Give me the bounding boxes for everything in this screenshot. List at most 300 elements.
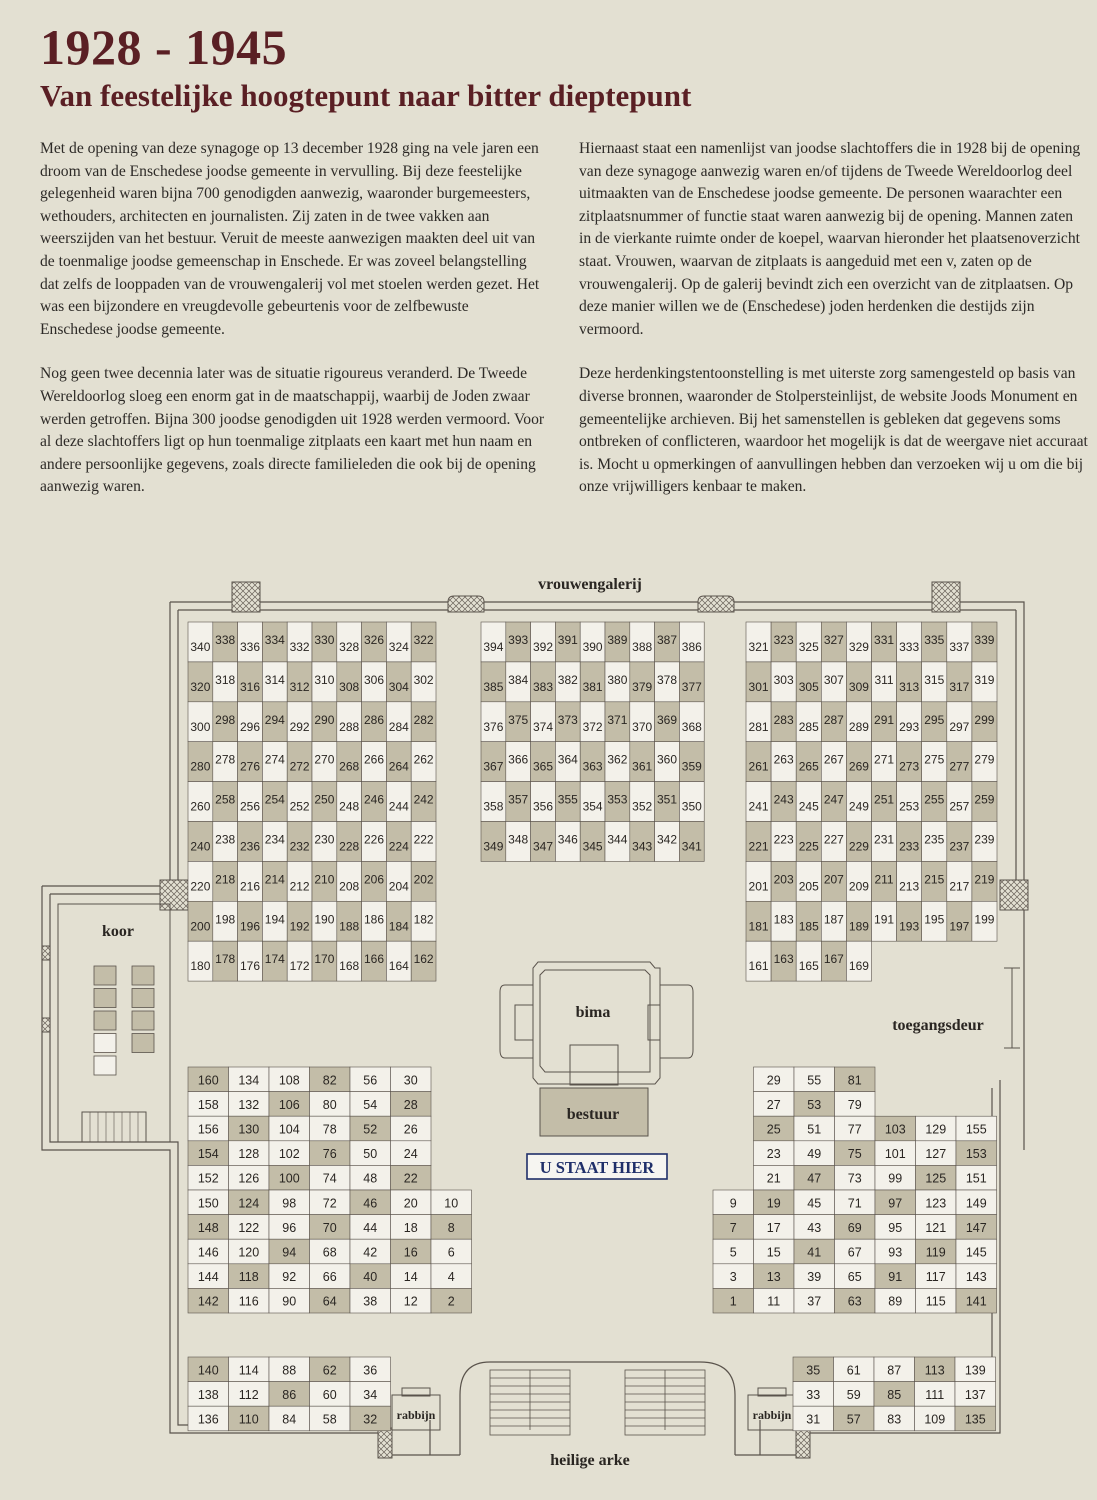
svg-text:71: 71 bbox=[847, 1196, 862, 1211]
seat-106 bbox=[269, 1092, 310, 1117]
label-bestuur: bestuur bbox=[566, 1106, 620, 1123]
svg-text:373: 373 bbox=[557, 712, 578, 727]
svg-text:94: 94 bbox=[282, 1245, 297, 1260]
seat-326 bbox=[362, 622, 387, 662]
svg-text:163: 163 bbox=[773, 952, 794, 967]
seat-358 bbox=[481, 782, 506, 822]
seat-344 bbox=[605, 822, 630, 862]
svg-text:140: 140 bbox=[197, 1363, 219, 1378]
seat-8 bbox=[431, 1215, 472, 1240]
svg-text:122: 122 bbox=[238, 1220, 260, 1235]
seat-6 bbox=[431, 1239, 472, 1264]
seat-140 bbox=[188, 1357, 229, 1382]
svg-text:15: 15 bbox=[766, 1245, 781, 1260]
seat-29 bbox=[754, 1067, 795, 1092]
svg-text:118: 118 bbox=[238, 1270, 259, 1285]
seat-144 bbox=[188, 1264, 229, 1289]
seat-78 bbox=[310, 1116, 351, 1141]
seat-137 bbox=[955, 1382, 996, 1407]
seat-372 bbox=[580, 702, 605, 742]
seat-53 bbox=[794, 1092, 835, 1117]
seat-285 bbox=[796, 702, 821, 742]
svg-text:217: 217 bbox=[949, 879, 970, 894]
seat-138 bbox=[188, 1382, 229, 1407]
svg-text:225: 225 bbox=[798, 839, 819, 854]
svg-text:145: 145 bbox=[965, 1245, 987, 1260]
svg-text:92: 92 bbox=[282, 1270, 297, 1285]
svg-text:16: 16 bbox=[403, 1245, 418, 1260]
svg-text:356: 356 bbox=[532, 799, 554, 814]
seat-268 bbox=[337, 742, 362, 782]
svg-text:185: 185 bbox=[798, 919, 819, 934]
seat-213 bbox=[897, 861, 922, 901]
seat-198 bbox=[213, 901, 238, 941]
seat-147 bbox=[956, 1215, 997, 1240]
svg-text:240: 240 bbox=[190, 839, 211, 854]
seat-279 bbox=[972, 742, 997, 782]
seat-238 bbox=[213, 822, 238, 862]
svg-text:214: 214 bbox=[264, 872, 285, 887]
seat-254 bbox=[262, 782, 287, 822]
seat-375 bbox=[506, 702, 531, 742]
svg-text:233: 233 bbox=[899, 839, 920, 854]
svg-text:311: 311 bbox=[874, 672, 894, 687]
svg-text:130: 130 bbox=[238, 1122, 260, 1137]
seat-307 bbox=[821, 662, 846, 702]
seat-273 bbox=[897, 742, 922, 782]
seat-108 bbox=[269, 1067, 310, 1092]
svg-text:142: 142 bbox=[197, 1294, 219, 1309]
seat-244 bbox=[386, 782, 411, 822]
you-are-here-marker bbox=[527, 1154, 667, 1179]
seat-239 bbox=[972, 822, 997, 862]
seat-259 bbox=[972, 782, 997, 822]
svg-text:7: 7 bbox=[729, 1220, 737, 1235]
svg-text:191: 191 bbox=[874, 912, 895, 927]
svg-text:110: 110 bbox=[238, 1412, 259, 1427]
seat-196 bbox=[238, 901, 263, 941]
svg-text:394: 394 bbox=[483, 640, 504, 654]
seat-207 bbox=[821, 861, 846, 901]
seat-81 bbox=[835, 1067, 876, 1092]
seat-33 bbox=[793, 1382, 834, 1407]
seat-243 bbox=[771, 782, 796, 822]
seat-391 bbox=[555, 622, 580, 662]
svg-text:287: 287 bbox=[823, 712, 844, 727]
svg-text:318: 318 bbox=[215, 672, 236, 687]
svg-text:143: 143 bbox=[965, 1270, 987, 1285]
svg-text:338: 338 bbox=[215, 633, 236, 647]
svg-text:327: 327 bbox=[823, 633, 844, 647]
svg-text:295: 295 bbox=[924, 712, 945, 727]
svg-text:170: 170 bbox=[314, 952, 335, 967]
seat-27 bbox=[754, 1092, 795, 1117]
seat-80 bbox=[310, 1092, 351, 1117]
svg-text:270: 270 bbox=[314, 752, 335, 767]
svg-text:296: 296 bbox=[239, 719, 261, 734]
svg-text:194: 194 bbox=[264, 912, 285, 927]
svg-text:124: 124 bbox=[238, 1196, 260, 1211]
seat-342 bbox=[655, 822, 680, 862]
seat-97 bbox=[875, 1190, 916, 1215]
seat-392 bbox=[531, 622, 556, 662]
seat-149 bbox=[956, 1190, 997, 1215]
bima bbox=[500, 962, 693, 1085]
seat-277 bbox=[947, 742, 972, 782]
seat-165 bbox=[796, 941, 821, 981]
svg-text:257: 257 bbox=[949, 799, 970, 814]
svg-text:346: 346 bbox=[557, 832, 578, 847]
svg-text:17: 17 bbox=[766, 1220, 781, 1235]
svg-text:319: 319 bbox=[974, 672, 995, 687]
svg-text:164: 164 bbox=[388, 959, 409, 974]
svg-text:64: 64 bbox=[322, 1294, 337, 1309]
svg-text:37: 37 bbox=[807, 1294, 822, 1309]
svg-text:68: 68 bbox=[322, 1245, 337, 1260]
svg-text:96: 96 bbox=[282, 1220, 297, 1235]
seat-376 bbox=[481, 702, 506, 742]
seat-369 bbox=[655, 702, 680, 742]
seat-249 bbox=[846, 782, 871, 822]
seat-252 bbox=[287, 782, 312, 822]
seat-194 bbox=[262, 901, 287, 941]
seat-92 bbox=[269, 1264, 310, 1289]
svg-text:2: 2 bbox=[447, 1294, 455, 1309]
svg-text:216: 216 bbox=[239, 879, 261, 894]
svg-text:250: 250 bbox=[314, 792, 335, 807]
seat-28 bbox=[391, 1092, 432, 1117]
svg-text:238: 238 bbox=[215, 832, 236, 847]
svg-text:18: 18 bbox=[403, 1220, 418, 1235]
seat-263 bbox=[771, 742, 796, 782]
svg-text:28: 28 bbox=[403, 1097, 418, 1112]
seat-190 bbox=[312, 901, 337, 941]
svg-text:95: 95 bbox=[888, 1220, 903, 1235]
seat-115 bbox=[916, 1288, 957, 1313]
seat-87 bbox=[874, 1357, 915, 1382]
seat-233 bbox=[897, 822, 922, 862]
seat-38 bbox=[350, 1288, 391, 1313]
seat-351 bbox=[655, 782, 680, 822]
svg-text:388: 388 bbox=[632, 640, 653, 654]
svg-text:147: 147 bbox=[965, 1220, 987, 1235]
svg-text:308: 308 bbox=[339, 679, 360, 694]
svg-text:382: 382 bbox=[557, 672, 578, 687]
seat-214 bbox=[262, 861, 287, 901]
svg-text:56: 56 bbox=[363, 1073, 378, 1088]
svg-text:3: 3 bbox=[729, 1270, 737, 1285]
seat-390 bbox=[580, 622, 605, 662]
seat-12 bbox=[391, 1288, 432, 1313]
page-title: 1928 - 1945 bbox=[40, 19, 288, 75]
seat-327 bbox=[821, 622, 846, 662]
svg-text:62: 62 bbox=[322, 1363, 337, 1378]
seat-22 bbox=[391, 1165, 432, 1190]
seat-265 bbox=[796, 742, 821, 782]
seat-315 bbox=[922, 662, 947, 702]
seat-388 bbox=[630, 622, 655, 662]
seat-370 bbox=[630, 702, 655, 742]
svg-text:99: 99 bbox=[888, 1171, 903, 1186]
seat-24 bbox=[391, 1141, 432, 1166]
svg-text:278: 278 bbox=[215, 752, 236, 767]
svg-text:100: 100 bbox=[278, 1171, 300, 1186]
seat-152 bbox=[188, 1165, 229, 1190]
svg-text:375: 375 bbox=[508, 712, 529, 727]
seat-310 bbox=[312, 662, 337, 702]
seat-221 bbox=[746, 822, 771, 862]
choir-seat bbox=[132, 966, 154, 985]
seat-31 bbox=[793, 1406, 834, 1431]
svg-text:169: 169 bbox=[848, 959, 869, 974]
seat-261 bbox=[746, 742, 771, 782]
svg-text:206: 206 bbox=[363, 872, 385, 887]
svg-text:51: 51 bbox=[807, 1122, 822, 1137]
svg-text:229: 229 bbox=[848, 839, 869, 854]
seat-301 bbox=[746, 662, 771, 702]
seat-266 bbox=[362, 742, 387, 782]
svg-text:40: 40 bbox=[363, 1270, 378, 1285]
seat-117 bbox=[916, 1264, 957, 1289]
svg-text:271: 271 bbox=[874, 752, 895, 767]
seat-58 bbox=[310, 1406, 351, 1431]
seat-64 bbox=[310, 1288, 351, 1313]
svg-text:156: 156 bbox=[197, 1122, 219, 1137]
svg-text:361: 361 bbox=[632, 759, 653, 774]
seat-343 bbox=[630, 822, 655, 862]
svg-text:1: 1 bbox=[729, 1294, 737, 1309]
svg-text:85: 85 bbox=[887, 1387, 902, 1402]
svg-text:114: 114 bbox=[238, 1363, 259, 1378]
seat-125 bbox=[916, 1165, 957, 1190]
seat-42 bbox=[350, 1239, 391, 1264]
svg-text:302: 302 bbox=[413, 672, 434, 687]
seat-61 bbox=[834, 1357, 875, 1382]
seat-122 bbox=[229, 1215, 270, 1240]
seat-242 bbox=[411, 782, 436, 822]
seat-187 bbox=[821, 901, 846, 941]
seat-296 bbox=[238, 702, 263, 742]
seat-161 bbox=[746, 941, 771, 981]
seat-324 bbox=[386, 622, 411, 662]
svg-text:11: 11 bbox=[767, 1294, 781, 1309]
svg-text:391: 391 bbox=[557, 633, 578, 647]
svg-text:66: 66 bbox=[322, 1270, 337, 1285]
svg-text:149: 149 bbox=[965, 1196, 987, 1211]
seat-141 bbox=[956, 1288, 997, 1313]
svg-text:326: 326 bbox=[363, 633, 385, 647]
svg-text:59: 59 bbox=[846, 1387, 861, 1402]
seat-36 bbox=[350, 1357, 391, 1382]
svg-text:303: 303 bbox=[773, 672, 794, 687]
seat-240 bbox=[188, 822, 213, 862]
seat-224 bbox=[386, 822, 411, 862]
svg-text:112: 112 bbox=[238, 1387, 259, 1402]
seat-360 bbox=[655, 742, 680, 782]
seat-256 bbox=[238, 782, 263, 822]
svg-text:236: 236 bbox=[239, 839, 261, 854]
seat-281 bbox=[746, 702, 771, 742]
svg-text:239: 239 bbox=[974, 832, 995, 847]
svg-text:198: 198 bbox=[215, 912, 236, 927]
seat-308 bbox=[337, 662, 362, 702]
svg-text:215: 215 bbox=[924, 872, 945, 887]
svg-text:369: 369 bbox=[656, 712, 678, 727]
svg-text:39: 39 bbox=[807, 1270, 822, 1285]
svg-text:342: 342 bbox=[656, 832, 678, 847]
svg-text:196: 196 bbox=[239, 919, 261, 934]
seat-389 bbox=[605, 622, 630, 662]
svg-text:377: 377 bbox=[681, 679, 702, 694]
svg-text:374: 374 bbox=[532, 719, 554, 734]
svg-text:256: 256 bbox=[239, 799, 261, 814]
seat-4 bbox=[431, 1264, 472, 1289]
svg-text:4: 4 bbox=[447, 1270, 455, 1285]
svg-text:364: 364 bbox=[557, 752, 578, 767]
svg-text:26: 26 bbox=[403, 1122, 418, 1137]
seat-300 bbox=[188, 702, 213, 742]
seat-44 bbox=[350, 1215, 391, 1240]
svg-text:263: 263 bbox=[773, 752, 794, 767]
svg-text:268: 268 bbox=[339, 759, 360, 774]
seat-291 bbox=[872, 702, 897, 742]
svg-text:57: 57 bbox=[846, 1412, 861, 1427]
svg-text:237: 237 bbox=[949, 839, 970, 854]
seat-329 bbox=[846, 622, 871, 662]
svg-text:299: 299 bbox=[974, 712, 995, 727]
seat-334 bbox=[262, 622, 287, 662]
svg-text:148: 148 bbox=[197, 1220, 219, 1235]
svg-text:190: 190 bbox=[314, 912, 335, 927]
svg-text:383: 383 bbox=[532, 679, 554, 694]
seat-339 bbox=[972, 622, 997, 662]
seat-354 bbox=[580, 782, 605, 822]
svg-text:42: 42 bbox=[363, 1245, 378, 1260]
seat-13 bbox=[754, 1264, 795, 1289]
seat-215 bbox=[922, 861, 947, 901]
seat-94 bbox=[269, 1239, 310, 1264]
seat-39 bbox=[794, 1264, 835, 1289]
svg-text:83: 83 bbox=[887, 1412, 902, 1427]
svg-text:273: 273 bbox=[899, 759, 920, 774]
seat-290 bbox=[312, 702, 337, 742]
svg-text:87: 87 bbox=[887, 1363, 902, 1378]
svg-text:264: 264 bbox=[388, 759, 409, 774]
svg-text:186: 186 bbox=[363, 912, 385, 927]
seat-111 bbox=[915, 1382, 956, 1407]
svg-text:360: 360 bbox=[656, 752, 678, 767]
svg-text:193: 193 bbox=[899, 919, 920, 934]
seat-293 bbox=[897, 702, 922, 742]
seat-237 bbox=[947, 822, 972, 862]
seat-181 bbox=[746, 901, 771, 941]
seat-18 bbox=[391, 1215, 432, 1240]
seat-23 bbox=[754, 1141, 795, 1166]
svg-text:380: 380 bbox=[607, 672, 628, 687]
seat-349 bbox=[481, 822, 506, 862]
svg-text:290: 290 bbox=[314, 712, 335, 727]
svg-text:253: 253 bbox=[899, 799, 920, 814]
svg-text:78: 78 bbox=[322, 1122, 337, 1137]
seat-84 bbox=[269, 1406, 310, 1431]
seat-357 bbox=[506, 782, 531, 822]
seat-77 bbox=[835, 1116, 876, 1141]
seat-167 bbox=[821, 941, 846, 981]
seat-218 bbox=[213, 861, 238, 901]
seat-103 bbox=[875, 1116, 916, 1141]
seat-386 bbox=[679, 622, 704, 662]
svg-text:219: 219 bbox=[974, 872, 995, 887]
seat-275 bbox=[922, 742, 947, 782]
seat-203 bbox=[771, 861, 796, 901]
svg-text:77: 77 bbox=[847, 1122, 862, 1137]
seat-130 bbox=[229, 1116, 270, 1141]
svg-text:330: 330 bbox=[314, 633, 335, 647]
seat-123 bbox=[916, 1190, 957, 1215]
svg-text:69: 69 bbox=[847, 1220, 862, 1235]
svg-text:153: 153 bbox=[965, 1147, 987, 1162]
seat-79 bbox=[835, 1092, 876, 1117]
svg-text:53: 53 bbox=[807, 1097, 822, 1112]
svg-text:82: 82 bbox=[322, 1073, 337, 1088]
seat-197 bbox=[947, 901, 972, 941]
seat-180 bbox=[188, 941, 213, 981]
seat-286 bbox=[362, 702, 387, 742]
svg-text:158: 158 bbox=[197, 1097, 219, 1112]
seat-43 bbox=[794, 1215, 835, 1240]
seat-322 bbox=[411, 622, 436, 662]
svg-text:35: 35 bbox=[806, 1363, 821, 1378]
seat-330 bbox=[312, 622, 337, 662]
svg-text:317: 317 bbox=[949, 679, 970, 694]
svg-text:322: 322 bbox=[413, 633, 434, 647]
seat-289 bbox=[846, 702, 871, 742]
svg-text:324: 324 bbox=[388, 640, 409, 654]
svg-text:76: 76 bbox=[322, 1147, 337, 1162]
svg-text:180: 180 bbox=[190, 959, 211, 974]
svg-text:348: 348 bbox=[508, 832, 529, 847]
seat-230 bbox=[312, 822, 337, 862]
svg-text:97: 97 bbox=[888, 1196, 903, 1211]
svg-text:144: 144 bbox=[197, 1270, 219, 1285]
seat-345 bbox=[580, 822, 605, 862]
seat-332 bbox=[287, 622, 312, 662]
seat-282 bbox=[411, 702, 436, 742]
seat-51 bbox=[794, 1116, 835, 1141]
svg-text:121: 121 bbox=[925, 1220, 947, 1235]
svg-text:61: 61 bbox=[846, 1363, 861, 1378]
seat-394 bbox=[481, 622, 506, 662]
seat-91 bbox=[875, 1264, 916, 1289]
seat-236 bbox=[238, 822, 263, 862]
seat-365 bbox=[531, 742, 556, 782]
seat-65 bbox=[835, 1264, 876, 1289]
seat-182 bbox=[411, 901, 436, 941]
seat-234 bbox=[262, 822, 287, 862]
seat-333 bbox=[897, 622, 922, 662]
svg-text:55: 55 bbox=[807, 1073, 822, 1088]
svg-text:362: 362 bbox=[607, 752, 628, 767]
svg-text:6: 6 bbox=[447, 1245, 455, 1260]
svg-text:258: 258 bbox=[215, 792, 236, 807]
svg-text:339: 339 bbox=[974, 633, 995, 647]
seat-276 bbox=[238, 742, 263, 782]
svg-text:183: 183 bbox=[773, 912, 794, 927]
lower-seat-block-3 bbox=[188, 1357, 391, 1431]
seat-393 bbox=[506, 622, 531, 662]
seat-223 bbox=[771, 822, 796, 862]
seat-371 bbox=[605, 702, 630, 742]
